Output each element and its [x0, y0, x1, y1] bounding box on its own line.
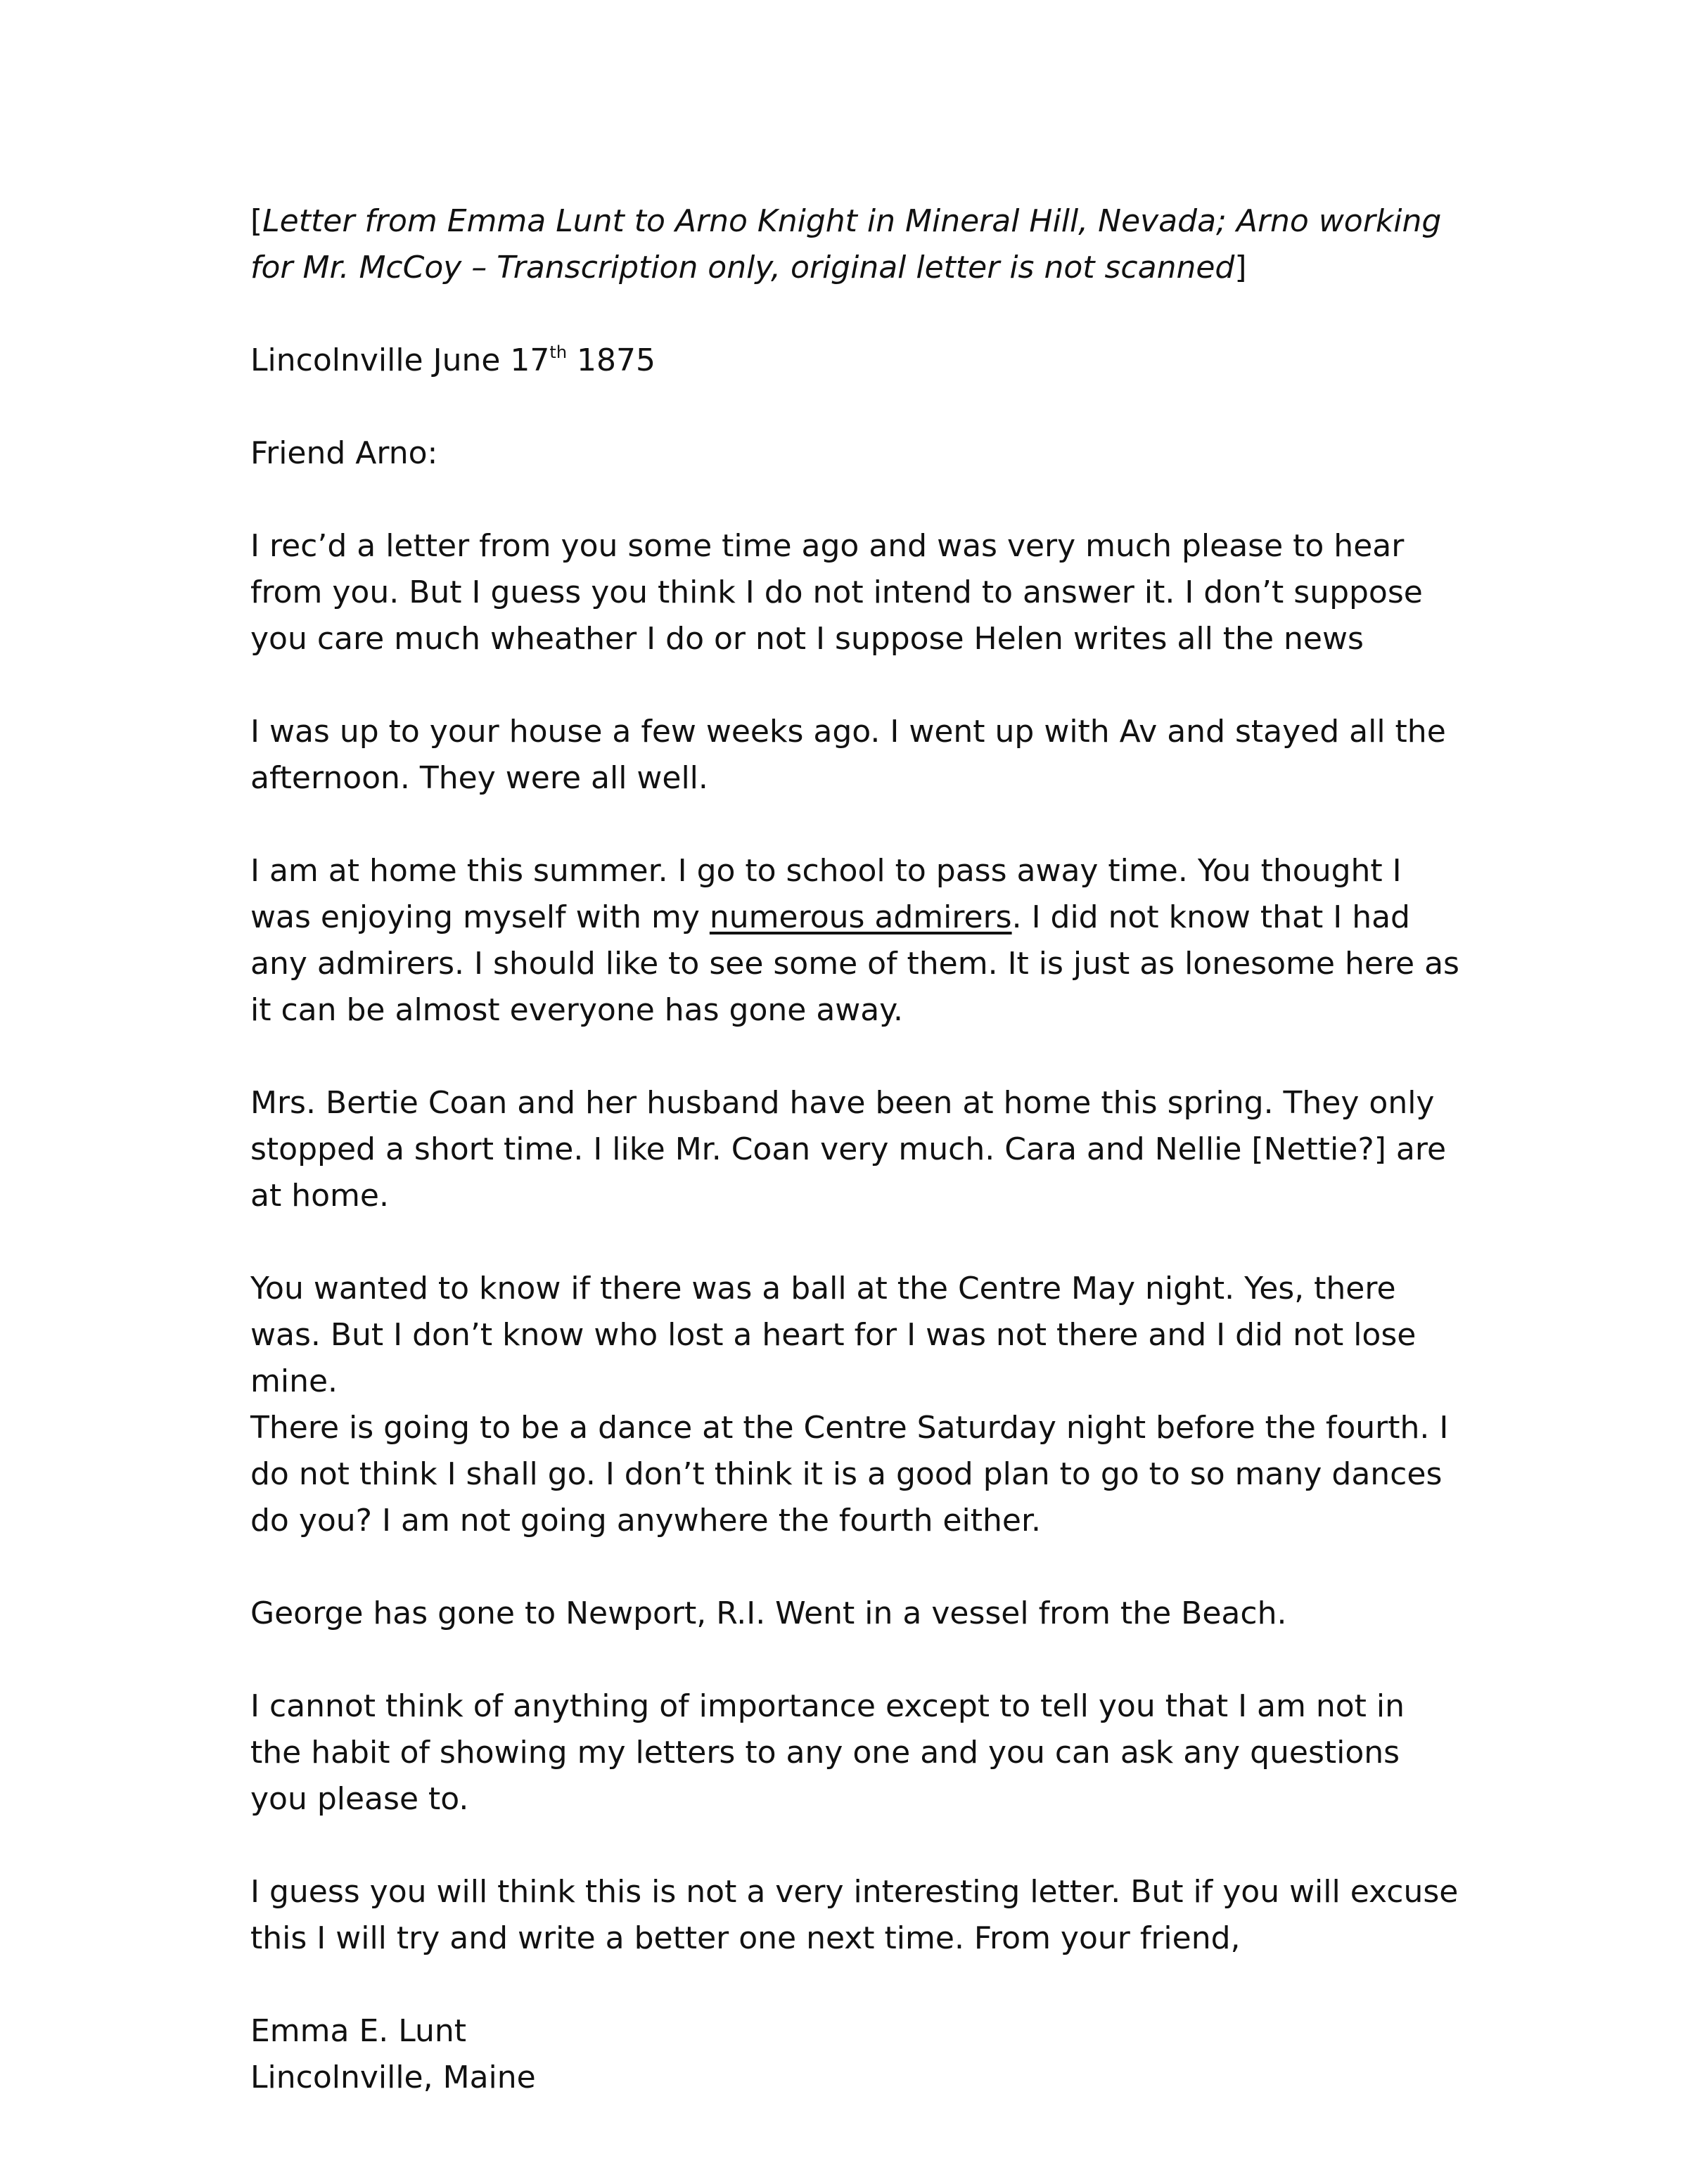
signature-place: Lincolnville, Maine [250, 2060, 536, 2095]
transcription-note [250, 198, 1460, 291]
dateline [250, 338, 1460, 384]
salutation: Friend Arno: [250, 435, 438, 471]
note-open-bracket: [ [250, 203, 263, 239]
paragraph-4: Mrs. Bertie Coan and her husband have been at home this spring. They only stopped a short time. I like Mr. Coan very much. Cara and Nellie [Nettie?] are at home. [250, 1085, 1447, 1214]
note-close-bracket: ] [1234, 250, 1247, 285]
dateline-year: 1875 [567, 342, 656, 378]
paragraph-1: I rec’d a letter from you some time ago and was very much please to hear from you. But I guess you think I do not intend to answer it. I don’t suppose you care much wheather I do or not I suppose Helen writes all the news [250, 528, 1423, 657]
signature-block [250, 2008, 1460, 2101]
letter-page [250, 198, 1460, 2147]
dateline-place-month: Lincolnville June 17 [250, 342, 550, 378]
paragraph-3-after: . I did not know that I had any admirers. I should like to see some of them. It is just as lonesome here as it can be almost everyone has gone away. [250, 899, 1459, 1028]
paragraph-5-line-2: There is going to be a dance at the Centre Saturday night before the fourth. I do not think I shall go. I don’t think it is a good plan to go to so many dances do you? I am not going anywhere the fourth either. [250, 1410, 1449, 1539]
paragraph-7: I cannot think of anything of importance except to tell you that I am not in the habit of showing my letters to any one and you can ask any questions you please to. [250, 1688, 1405, 1817]
paragraph-8: I guess you will think this is not a very interesting letter. But if you will excuse this I will try and write a better one next time. From your friend, [250, 1874, 1459, 1956]
note-text: Letter from Emma Lunt to Arno Knight in Mineral Hill, Nevada; Arno working for Mr. McCoy – Transcription only, original letter is not scanned [250, 203, 1442, 285]
underlined-phrase: numerous admirers [709, 899, 1012, 935]
dateline-day-suffix: th [549, 342, 568, 362]
paragraph-2: I was up to your house a few weeks ago. I went up with Av and stayed all the afternoon. They were all well. [250, 714, 1446, 796]
paragraph-5-line-1: You wanted to know if there was a ball at the Centre May night. Yes, there was. But I don’t know who lost a heart for I was not there and I did not lose mine. [250, 1271, 1417, 1399]
signature-name: Emma E. Lunt [250, 2013, 467, 2049]
paragraph-3-before: I am at home this summer. I go to school to pass away time. You thought I was enjoying myself with my [250, 853, 1402, 935]
paragraph-5 [250, 1266, 1460, 1544]
paragraph-6: George has gone to Newport, R.I. Went in a vessel from the Beach. [250, 1595, 1287, 1631]
paragraph-3 [250, 848, 1460, 1034]
